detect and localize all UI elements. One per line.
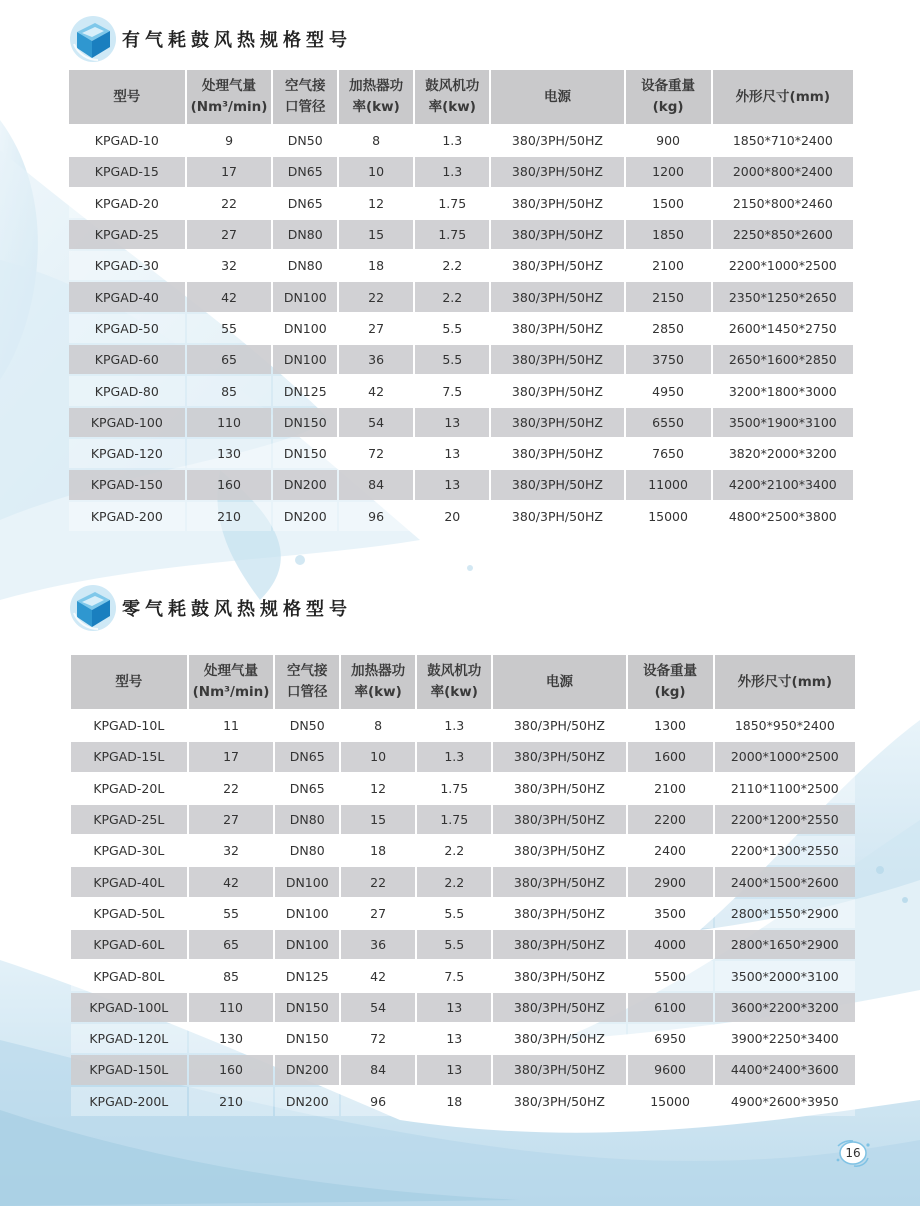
table-cell: 55 xyxy=(189,899,274,928)
column-header: 外形尺寸(mm) xyxy=(715,655,855,709)
table-cell: 380/3PH/50HZ xyxy=(493,1055,625,1084)
table-row xyxy=(69,408,853,437)
table-cell: 1.75 xyxy=(415,189,489,218)
table-cell: 380/3PH/50HZ xyxy=(491,126,623,155)
table-cell: 3820*2000*3200 xyxy=(713,439,853,468)
table-cell: 54 xyxy=(341,993,415,1022)
table-cell: 11 xyxy=(189,711,274,740)
table-cell: 380/3PH/50HZ xyxy=(493,993,625,1022)
table-cell: DN65 xyxy=(275,742,339,771)
table-row xyxy=(69,251,853,280)
table-cell: 72 xyxy=(339,439,413,468)
page-number-text: 16 xyxy=(845,1146,861,1160)
table-cell: 380/3PH/50HZ xyxy=(493,836,625,865)
table-cell: 2.2 xyxy=(417,836,491,865)
table-cell: 20 xyxy=(415,502,489,531)
table-cell: 18 xyxy=(339,251,413,280)
table-cell: 42 xyxy=(339,376,413,405)
table-cell: 380/3PH/50HZ xyxy=(491,502,623,531)
section-heading-2 xyxy=(68,583,352,633)
table-cell: 2.2 xyxy=(415,251,489,280)
table-cell: KPGAD-25L xyxy=(71,805,187,834)
table-cell: KPGAD-10 xyxy=(69,126,185,155)
table-cell: DN125 xyxy=(273,376,337,405)
table-row xyxy=(71,993,855,1022)
table-cell: 2650*1600*2850 xyxy=(713,345,853,374)
table-cell: KPGAD-50L xyxy=(71,899,187,928)
table-cell: 380/3PH/50HZ xyxy=(493,711,625,740)
table-cell: 9600 xyxy=(628,1055,713,1084)
table-cell: KPGAD-15 xyxy=(69,157,185,186)
table-cell: 2200*1200*2550 xyxy=(715,805,855,834)
column-header: 设备重量 (kg) xyxy=(628,655,713,709)
table-row xyxy=(71,1087,855,1116)
table-cell: DN200 xyxy=(273,502,337,531)
table-cell: 10 xyxy=(341,742,415,771)
table-row xyxy=(69,345,853,374)
table-cell: 18 xyxy=(417,1087,491,1116)
table-cell: KPGAD-150 xyxy=(69,470,185,499)
table-cell: 380/3PH/50HZ xyxy=(491,220,623,249)
table-cell: 1.3 xyxy=(417,711,491,740)
table-cell: 96 xyxy=(339,502,413,531)
table-cell: DN80 xyxy=(273,220,337,249)
table-cell: KPGAD-60 xyxy=(69,345,185,374)
table-cell: 27 xyxy=(187,220,272,249)
table-cell: 2100 xyxy=(626,251,711,280)
column-header: 处理气量 (Nm³/min) xyxy=(187,70,272,124)
table-cell: 3900*2250*3400 xyxy=(715,1024,855,1053)
table-cell: 380/3PH/50HZ xyxy=(493,961,625,990)
table-cell: 13 xyxy=(415,470,489,499)
table-cell: KPGAD-20 xyxy=(69,189,185,218)
table-cell: 22 xyxy=(189,774,274,803)
table-cell: DN100 xyxy=(273,314,337,343)
table-cell: 1.75 xyxy=(417,805,491,834)
table-header-row xyxy=(69,70,853,124)
table-cell: 900 xyxy=(626,126,711,155)
table-cell: KPGAD-20L xyxy=(71,774,187,803)
table-row xyxy=(71,774,855,803)
table-cell: DN200 xyxy=(273,470,337,499)
table-cell: 54 xyxy=(339,408,413,437)
table-cell: KPGAD-200L xyxy=(71,1087,187,1116)
table-cell: 210 xyxy=(189,1087,274,1116)
table-cell: DN100 xyxy=(275,930,339,959)
table-cell: 15000 xyxy=(628,1087,713,1116)
table-cell: DN200 xyxy=(275,1087,339,1116)
table-cell: KPGAD-80L xyxy=(71,961,187,990)
table-cell: 2600*1450*2750 xyxy=(713,314,853,343)
table-cell: 380/3PH/50HZ xyxy=(493,899,625,928)
column-header: 处理气量 (Nm³/min) xyxy=(189,655,274,709)
table-cell: 65 xyxy=(187,345,272,374)
table-cell: DN100 xyxy=(273,345,337,374)
table-cell: 13 xyxy=(417,1055,491,1084)
column-header: 电源 xyxy=(493,655,625,709)
table-cell: 1600 xyxy=(628,742,713,771)
table-cell: DN65 xyxy=(275,774,339,803)
column-header: 加热器功 率(kw) xyxy=(341,655,415,709)
table-cell: 2350*1250*2650 xyxy=(713,282,853,311)
table-cell: KPGAD-120 xyxy=(69,439,185,468)
table-cell: KPGAD-80 xyxy=(69,376,185,405)
table-row xyxy=(71,867,855,896)
table-cell: 7.5 xyxy=(415,376,489,405)
table-cell: DN80 xyxy=(275,805,339,834)
table-cell: 96 xyxy=(341,1087,415,1116)
table-cell: 1.3 xyxy=(415,126,489,155)
table-cell: 1500 xyxy=(626,189,711,218)
table-cell: 84 xyxy=(339,470,413,499)
table-cell: 12 xyxy=(341,774,415,803)
table-cell: 85 xyxy=(187,376,272,405)
table-cell: 380/3PH/50HZ xyxy=(491,408,623,437)
table-row xyxy=(71,742,855,771)
table-cell: DN150 xyxy=(275,1024,339,1053)
table-cell: 2800*1650*2900 xyxy=(715,930,855,959)
table-row xyxy=(71,930,855,959)
table-cell: 3500*1900*3100 xyxy=(713,408,853,437)
table-cell: 2800*1550*2900 xyxy=(715,899,855,928)
table-cell: 36 xyxy=(339,345,413,374)
ice-cube-icon xyxy=(68,14,118,64)
page-number xyxy=(834,1138,872,1168)
table-row xyxy=(69,220,853,249)
column-header: 电源 xyxy=(491,70,623,124)
table-cell: 42 xyxy=(189,867,274,896)
table-cell: 27 xyxy=(341,899,415,928)
table-cell: 85 xyxy=(189,961,274,990)
table-cell: 380/3PH/50HZ xyxy=(491,314,623,343)
table-cell: 2200*1300*2550 xyxy=(715,836,855,865)
table-cell: 36 xyxy=(341,930,415,959)
table-cell: 2850 xyxy=(626,314,711,343)
table-cell: 4000 xyxy=(628,930,713,959)
column-header: 设备重量 (kg) xyxy=(626,70,711,124)
table-cell: 15000 xyxy=(626,502,711,531)
table-cell: 130 xyxy=(187,439,272,468)
section-title: 有气耗鼓风热规格型号 xyxy=(122,30,352,51)
table-cell: 2200*1000*2500 xyxy=(713,251,853,280)
table-cell: 4800*2500*3800 xyxy=(713,502,853,531)
table-cell: 3200*1800*3000 xyxy=(713,376,853,405)
table-cell: DN150 xyxy=(273,408,337,437)
table-cell: 1.75 xyxy=(417,774,491,803)
table-cell: 27 xyxy=(339,314,413,343)
table-cell: KPGAD-150L xyxy=(71,1055,187,1084)
table-body xyxy=(71,711,855,1116)
table-cell: KPGAD-30L xyxy=(71,836,187,865)
table-cell: 17 xyxy=(189,742,274,771)
table-cell: 4200*2100*3400 xyxy=(713,470,853,499)
table-cell: KPGAD-200 xyxy=(69,502,185,531)
table-cell: 380/3PH/50HZ xyxy=(493,805,625,834)
table-cell: 2200 xyxy=(628,805,713,834)
table-cell: 13 xyxy=(415,439,489,468)
column-header: 外形尺寸(mm) xyxy=(713,70,853,124)
table-cell: 55 xyxy=(187,314,272,343)
table-cell: 1200 xyxy=(626,157,711,186)
table-cell: 42 xyxy=(187,282,272,311)
table-cell: 160 xyxy=(189,1055,274,1084)
table-cell: 22 xyxy=(187,189,272,218)
table-row xyxy=(71,1055,855,1084)
table-cell: 27 xyxy=(189,805,274,834)
table-cell: 4900*2600*3950 xyxy=(715,1087,855,1116)
table-cell: 380/3PH/50HZ xyxy=(491,470,623,499)
table-row xyxy=(69,376,853,405)
table-cell: 2110*1100*2500 xyxy=(715,774,855,803)
table-cell: 3750 xyxy=(626,345,711,374)
table-cell: 110 xyxy=(189,993,274,1022)
table-cell: 1.75 xyxy=(415,220,489,249)
table-cell: KPGAD-100 xyxy=(69,408,185,437)
table-cell: 5.5 xyxy=(415,345,489,374)
table-cell: 2100 xyxy=(628,774,713,803)
table-cell: 2.2 xyxy=(417,867,491,896)
table-cell: 15 xyxy=(339,220,413,249)
table-cell: DN80 xyxy=(275,836,339,865)
table-cell: DN100 xyxy=(275,899,339,928)
table-cell: DN100 xyxy=(275,867,339,896)
table-cell: 6550 xyxy=(626,408,711,437)
table-cell: 13 xyxy=(415,408,489,437)
table-cell: 380/3PH/50HZ xyxy=(493,1087,625,1116)
table-cell: DN200 xyxy=(275,1055,339,1084)
table-cell: DN50 xyxy=(275,711,339,740)
table-header-row xyxy=(71,655,855,709)
table-cell: 380/3PH/50HZ xyxy=(493,742,625,771)
table-cell: 2400*1500*2600 xyxy=(715,867,855,896)
table-cell: 2000*800*2400 xyxy=(713,157,853,186)
table-cell: 9 xyxy=(187,126,272,155)
table-cell: 2150 xyxy=(626,282,711,311)
column-header: 空气接 口管径 xyxy=(275,655,339,709)
table-cell: 2900 xyxy=(628,867,713,896)
table-cell: 1850 xyxy=(626,220,711,249)
table-cell: 22 xyxy=(339,282,413,311)
table-cell: 1850*710*2400 xyxy=(713,126,853,155)
table-cell: 2150*800*2460 xyxy=(713,189,853,218)
table-cell: 5.5 xyxy=(417,899,491,928)
table-cell: 18 xyxy=(341,836,415,865)
table-cell: 6100 xyxy=(628,993,713,1022)
table-cell: 2.2 xyxy=(415,282,489,311)
table-cell: 8 xyxy=(339,126,413,155)
table-cell: 8 xyxy=(341,711,415,740)
table-cell: 22 xyxy=(341,867,415,896)
table-cell: 380/3PH/50HZ xyxy=(493,930,625,959)
table-cell: KPGAD-15L xyxy=(71,742,187,771)
table-cell: 4950 xyxy=(626,376,711,405)
table-row xyxy=(69,470,853,499)
table-cell: 1.3 xyxy=(417,742,491,771)
ice-cube-icon xyxy=(68,583,118,633)
table-cell: 3600*2200*3200 xyxy=(715,993,855,1022)
table-cell: 5500 xyxy=(628,961,713,990)
column-header: 型号 xyxy=(69,70,185,124)
table-cell: 3500*2000*3100 xyxy=(715,961,855,990)
table-cell: 380/3PH/50HZ xyxy=(491,439,623,468)
table-row xyxy=(69,282,853,311)
spec-table-2 xyxy=(69,653,857,1118)
table-cell: KPGAD-40 xyxy=(69,282,185,311)
table-cell: 380/3PH/50HZ xyxy=(493,867,625,896)
table-row xyxy=(71,899,855,928)
spec-table-1 xyxy=(67,68,855,533)
table-cell: 7650 xyxy=(626,439,711,468)
table-cell: 7.5 xyxy=(417,961,491,990)
table-cell: 13 xyxy=(417,993,491,1022)
table-cell: KPGAD-100L xyxy=(71,993,187,1022)
table-cell: 72 xyxy=(341,1024,415,1053)
table-cell: DN65 xyxy=(273,157,337,186)
table-cell: 6950 xyxy=(628,1024,713,1053)
table-row xyxy=(69,126,853,155)
table-cell: 130 xyxy=(189,1024,274,1053)
table-cell: DN125 xyxy=(275,961,339,990)
table-cell: 160 xyxy=(187,470,272,499)
column-header: 型号 xyxy=(71,655,187,709)
table-cell: KPGAD-60L xyxy=(71,930,187,959)
table-cell: 380/3PH/50HZ xyxy=(491,376,623,405)
table-cell: KPGAD-40L xyxy=(71,867,187,896)
table-cell: 380/3PH/50HZ xyxy=(491,282,623,311)
table-cell: 11000 xyxy=(626,470,711,499)
table-cell: 42 xyxy=(341,961,415,990)
table-cell: 380/3PH/50HZ xyxy=(493,774,625,803)
table-cell: 380/3PH/50HZ xyxy=(491,345,623,374)
table-cell: 10 xyxy=(339,157,413,186)
table-cell: 84 xyxy=(341,1055,415,1084)
table-row xyxy=(69,439,853,468)
table-cell: 380/3PH/50HZ xyxy=(491,189,623,218)
table-cell: DN150 xyxy=(275,993,339,1022)
table-row xyxy=(69,502,853,531)
section-title: 零气耗鼓风热规格型号 xyxy=(122,599,352,620)
table-cell: 210 xyxy=(187,502,272,531)
table-cell: KPGAD-30 xyxy=(69,251,185,280)
table-row xyxy=(71,711,855,740)
table-cell: 1850*950*2400 xyxy=(715,711,855,740)
table-cell: 32 xyxy=(187,251,272,280)
table-row xyxy=(71,836,855,865)
table-cell: 2250*850*2600 xyxy=(713,220,853,249)
table-row xyxy=(69,314,853,343)
table-body xyxy=(69,126,853,531)
table-cell: 380/3PH/50HZ xyxy=(493,1024,625,1053)
table-cell: 17 xyxy=(187,157,272,186)
table-cell: KPGAD-25 xyxy=(69,220,185,249)
table-row xyxy=(69,189,853,218)
table-cell: DN100 xyxy=(273,282,337,311)
section-heading-1 xyxy=(68,14,352,64)
table-row xyxy=(69,157,853,186)
table-cell: DN50 xyxy=(273,126,337,155)
table-cell: 32 xyxy=(189,836,274,865)
table-cell: 380/3PH/50HZ xyxy=(491,251,623,280)
table-cell: 15 xyxy=(341,805,415,834)
table-cell: DN150 xyxy=(273,439,337,468)
column-header: 鼓风机功 率(kw) xyxy=(417,655,491,709)
table-row xyxy=(71,1024,855,1053)
table-cell: 12 xyxy=(339,189,413,218)
table-cell: DN80 xyxy=(273,251,337,280)
table-cell: 2000*1000*2500 xyxy=(715,742,855,771)
table-cell: 4400*2400*3600 xyxy=(715,1055,855,1084)
table-cell: 1300 xyxy=(628,711,713,740)
table-cell: 3500 xyxy=(628,899,713,928)
table-cell: DN65 xyxy=(273,189,337,218)
table-cell: 380/3PH/50HZ xyxy=(491,157,623,186)
table-cell: 13 xyxy=(417,1024,491,1053)
table-cell: 5.5 xyxy=(417,930,491,959)
column-header: 空气接 口管径 xyxy=(273,70,337,124)
table-cell: KPGAD-50 xyxy=(69,314,185,343)
table-cell: 65 xyxy=(189,930,274,959)
table-cell: KPGAD-10L xyxy=(71,711,187,740)
table-cell: KPGAD-120L xyxy=(71,1024,187,1053)
table-cell: 110 xyxy=(187,408,272,437)
table-cell: 5.5 xyxy=(415,314,489,343)
table-cell: 2400 xyxy=(628,836,713,865)
column-header: 加热器功 率(kw) xyxy=(339,70,413,124)
table-cell: 1.3 xyxy=(415,157,489,186)
table-row xyxy=(71,961,855,990)
table-row xyxy=(71,805,855,834)
column-header: 鼓风机功 率(kw) xyxy=(415,70,489,124)
